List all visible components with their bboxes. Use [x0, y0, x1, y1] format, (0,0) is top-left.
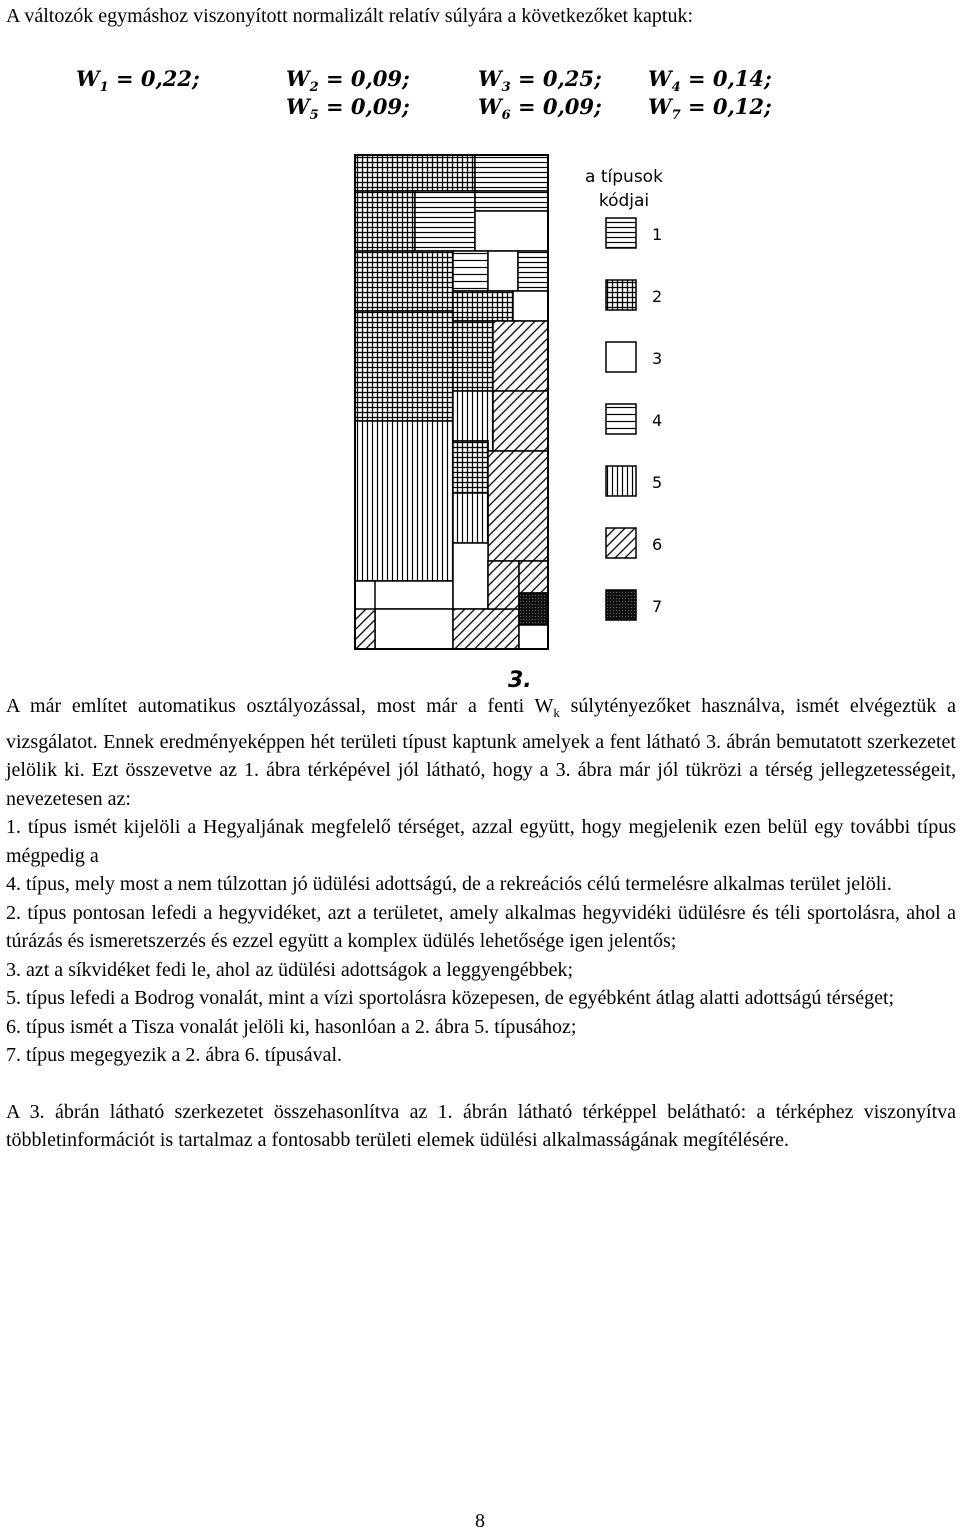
- page-number: 8: [475, 1510, 485, 1532]
- cell-type6-g: [355, 609, 375, 649]
- paragraph-type6: 6. típus ismét a Tisza vonalát jelöli ki, hasonlóan a 2. ábra 5. típusához;: [6, 1015, 577, 1038]
- figure-label: 3.: [508, 668, 532, 693]
- cell-type1-c: [475, 191, 548, 211]
- cell-type2-a: [355, 155, 475, 191]
- cell-type3-a: [475, 211, 548, 251]
- legend: [606, 218, 636, 620]
- legend-title: [574, 165, 674, 213]
- weight-w3: $W_3 = 0,25$;: [478, 66, 602, 96]
- legend-swatch-4: [606, 404, 636, 434]
- legend-swatch-2: [606, 280, 636, 310]
- cell-type2-b: [355, 191, 415, 251]
- legend-title-line-2: kódjai: [598, 191, 650, 211]
- body-text: [6, 692, 956, 1155]
- legend-code-6: 6: [652, 535, 663, 554]
- cell-type6-f: [488, 561, 519, 609]
- cell-type5-d: [453, 493, 488, 543]
- paragraph-conclusion: A 3. ábrán látható szerkezetet összehasonlítva az 1. ábrán látható térképpel belátható: a térképhez viszonyítva többletinformációt is tartalmaz a fontosabb területi elemek üdülési alkalmasságának megítélésére.: [6, 1100, 956, 1151]
- legend-swatch-7: [606, 590, 636, 620]
- cell-type3-g: [453, 543, 488, 609]
- cell-type6-h: [519, 561, 548, 593]
- legend-codes: [652, 225, 662, 616]
- weight-w4: $W_4 = 0,14$;: [648, 66, 772, 96]
- cell-type2-e: [355, 311, 453, 421]
- legend-code-1: 1: [652, 225, 663, 244]
- paragraph-type5: 5. típus lefedi a Bodrog vonalát, mint a vízi sportolásra közepesen, de egyébként átlag alatti adottságú térséget;: [6, 987, 895, 1009]
- cell-type7-a: [519, 593, 548, 625]
- cell-type6-b: [493, 391, 548, 451]
- legend-code-4: 4: [652, 411, 663, 430]
- weights-list: [76, 66, 796, 126]
- cell-type3-h: [519, 625, 548, 649]
- legend-code-7: 7: [652, 597, 663, 616]
- cell-type2-c: [355, 251, 453, 311]
- legend-swatch-6: [606, 528, 636, 558]
- cell-type3-f: [375, 609, 453, 649]
- legend-swatch-3: [606, 342, 636, 372]
- weight-w7: $W_7 = 0,12$;: [648, 94, 772, 124]
- legend-code-5: 5: [652, 473, 663, 492]
- paragraph-type1: 1. típus ismét kijelöli a Hegyaljának megfelelő térséget, azzal együtt, hogy megjelenik ezen belül egy további típus mégpedig a: [6, 816, 956, 867]
- legend-swatch-1: [606, 218, 636, 248]
- cell-type6-d: [488, 451, 548, 561]
- paragraph-type4: 4. típus, mely most a nem túlzottan jó üdülési adottságú, de a rekreációs célú termelésre alkalmas terület jelöli.: [6, 873, 892, 895]
- cell-type1-d: [518, 251, 548, 291]
- cell-type1-a: [475, 155, 548, 191]
- cell-type6-a: [493, 321, 548, 391]
- cell-type3-b: [488, 251, 518, 291]
- legend-code-2: 2: [652, 287, 663, 306]
- cell-type2-d: [453, 291, 513, 321]
- paragraph-type2: 2. típus pontosan lefedi a hegyvidéket, azt a területet, amely alkalmas hegyvidéki üdülésre és téli sportolásra, ahol a túrázás és ismeretszerzés és ezzel együtt a komplex üdülés lehetősége igen jelentős;: [6, 901, 956, 952]
- cell-type1-b: [415, 191, 475, 251]
- paragraph-type7: 7. típus megegyezik a 2. ábra 6. típusával.: [6, 1044, 343, 1066]
- paragraph-intro: A már említet automatikus osztályozással, most már a fenti $W_k$ súlytényezőket használva, ismét elvégeztük a vizsgálatot. Ennek eredményeképpen hét területi típust kaptunk amelyek a fent látható 3. ábrán bemutatott szerkezetet jelölik ki. Ezt összevetve az 1. ábra térképével jól látható, hogy a 3. ábra már jól tükrözi a térség jellegzetességeit, nevezetesen az:: [6, 695, 957, 810]
- cell-type6-e: [453, 609, 519, 649]
- cell-type2-f: [453, 321, 493, 391]
- legend-swatch-5: [606, 466, 636, 496]
- paragraph-type3: 3. azt a síkvidéket fedi le, ahol az üdülési adottságok a leggyengébbek;: [6, 958, 574, 981]
- cell-type2-g: [453, 441, 488, 493]
- cell-type3-c: [513, 291, 548, 321]
- intro-sentence: A változók egymáshoz viszonyított normalizált relatív súlyára a következőket kaptuk:: [6, 5, 694, 27]
- cell-type5-a: [355, 421, 453, 581]
- legend-code-3: 3: [652, 349, 663, 368]
- map-cells: [355, 155, 548, 649]
- weight-w2: $W_2 = 0,09$;: [286, 66, 410, 96]
- cell-type4-a: [453, 251, 488, 291]
- weight-w6: $W_6 = 0,09$;: [478, 94, 602, 124]
- weight-w1: $W_1 = 0,22$;: [76, 66, 200, 96]
- legend-title-line-1: a típusok: [585, 167, 663, 187]
- weight-w5: $W_5 = 0,09$;: [286, 94, 410, 124]
- type-structure-figure: [340, 145, 700, 665]
